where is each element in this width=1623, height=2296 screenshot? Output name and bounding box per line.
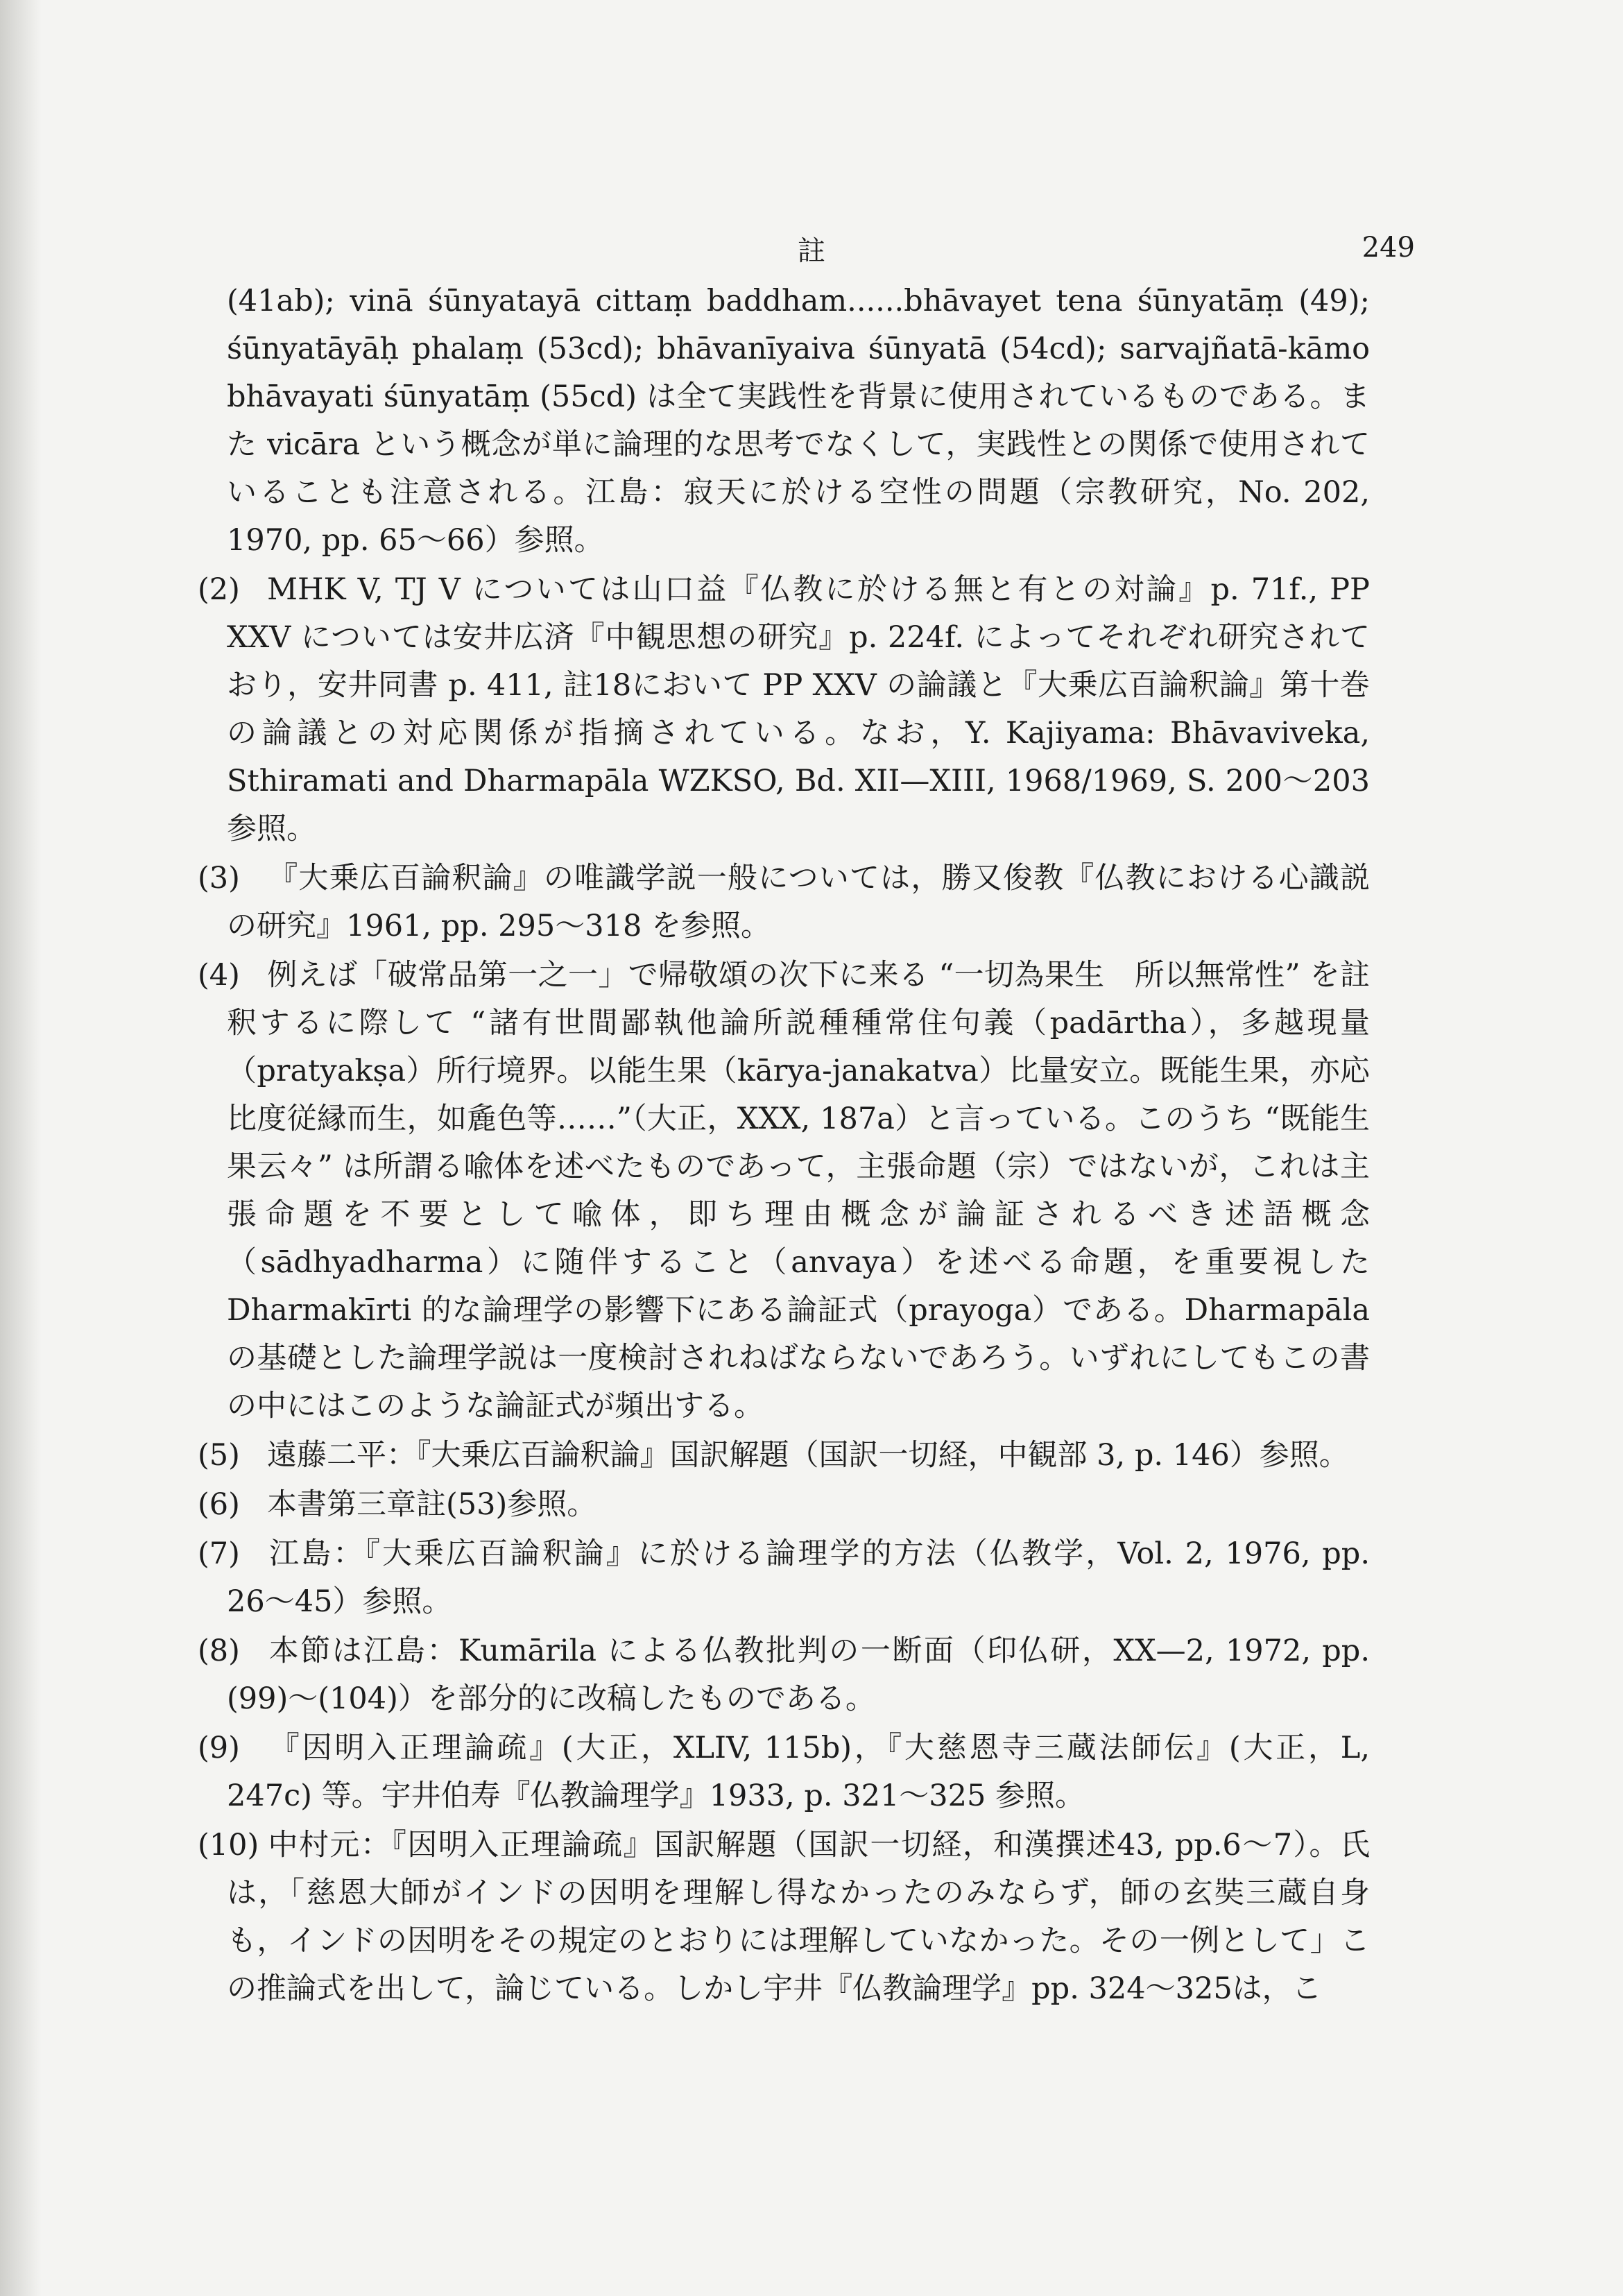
- note-text: 『大乗広百論釈論』の唯識学説一般については，勝又俊教『仏教における心識説の研究』1961, pp. 295〜318 を参照。: [227, 861, 1370, 943]
- note-number: (4): [198, 958, 240, 993]
- page-binding-shadow: [0, 0, 42, 2296]
- note-4: [198, 952, 1370, 1430]
- note-text: 『因明入正理論疏』(大正，XLIV, 115b)，『大慈恩寺三蔵法師伝』(大正，L, 247c) 等。宇井伯寿『仏教論理学』1933, p. 321〜325 参照。: [227, 1731, 1370, 1813]
- note-7: [198, 1530, 1370, 1626]
- note-10: [198, 1822, 1370, 2013]
- note-6: [198, 1481, 1370, 1529]
- note-text: 江島：『大乗広百論釈論』に於ける論理学的方法（仏教学，Vol. 2, 1976, pp. 26〜45）参照。: [227, 1536, 1370, 1619]
- note-2: [198, 566, 1370, 853]
- note-text: 中村元：『因明入正理論疏』国訳解題（国訳一切経，和漢撰述43, pp.6〜7）。氏は，「慈恩大師がインドの因明を理解し得なかったのみならず，師の玄奘三蔵自身も，インドの因明をその規定のとおりには理解していなかった。その一例として」この推論式を出して，論じている。しかし宇井『仏教論理学』pp. 324〜325は，こ: [227, 1828, 1370, 2006]
- note-number: (8): [198, 1634, 240, 1668]
- note-text: MHK V, TJ V については山口益『仏教に於ける無と有との対論』p. 71f., PP XXV については安井広済『中観思想の研究』p. 224f. によってそれぞれ研究されており，安井同書 p. 411, 註18において PP XXV の論議と『大乗広百論釈論』第十巻の論議との対応関係が指摘されている。なお，Y. Kajiyama: Bhāvaviveka, Sthiramati and Dharmapāla WZKSO, Bd. XII—XIII, 1968/1969, S. 200〜203 参照。: [227, 572, 1370, 846]
- note-text: 遠藤二平：『大乗広百論釈論』国訳解題（国訳一切経，中観部 3, p. 146）参照。: [267, 1438, 1349, 1473]
- note-number: (10): [198, 1828, 259, 1862]
- note-3: [198, 855, 1370, 950]
- page-number: 249: [1362, 232, 1415, 264]
- note-number: (6): [198, 1487, 240, 1522]
- note-number: (9): [198, 1731, 240, 1765]
- notes-section: [198, 277, 1370, 2014]
- page-header: [208, 229, 1415, 271]
- note-number: (5): [198, 1438, 240, 1473]
- header-title: 註: [798, 235, 825, 267]
- note-number: (2): [198, 572, 240, 607]
- note-continued: [198, 277, 1370, 565]
- note-text: 例えば「破常品第一之一」で帰敬頌の次下に来る “一切為果生 所以無常性” を註釈するに際して “諸有世間鄙執他論所説種種常住句義（padārtha），多越現量（pratyakṣa）所行境界。以能生果（kārya-janakatva）比量安立。既能生果，亦応比度従縁而生，如麁色等……”（大正，XXX, 187a）と言っている。このうち “既能生果云々” は所謂る喩体を述べたものであって，主張命題（宗）ではないが，これは主張命題を不要として喩体，即ち理由概念が論証されるべき述語概念（sādhyadharma）に随伴すること（anvaya）を述べる命題，を重要視した Dharmakīrti 的な論理学の影響下にある論証式（prayoga）である。Dharmapāla の基礎とした論理学説は一度検討されねばならないであろう。いずれにしてもこの書の中にはこのような論証式が頻出する。: [227, 958, 1370, 1423]
- note-text: (41ab); vinā śūnyatayā cittaṃ baddham......bhāvayet tena śūnyatāṃ (49); śūnyatāyāḥ phalaṃ (53cd); bhāvanīyaiva śūnyatā (54cd); sarvajñatā-kāmo bhāvayati śūnyatāṃ (55cd) は全て実践性を背景に使用されているものである。また vicāra という概念が単に論理的な思考でなくして，実践性との関係で使用されていることも注意される。江島：寂天に於ける空性の問題（宗教研究，No. 202, 1970, pp. 65〜66）参照。: [227, 284, 1370, 558]
- note-text: 本節は江島：Kumārila による仏教批判の一断面（印仏研，XX—2, 1972, pp. (99)〜(104)）を部分的に改稿したものである。: [227, 1634, 1370, 1716]
- note-5: [198, 1432, 1370, 1480]
- note-text: 本書第三章註(53)参照。: [267, 1487, 597, 1522]
- note-number: (3): [198, 861, 240, 896]
- note-8: [198, 1627, 1370, 1723]
- note-9: [198, 1724, 1370, 1820]
- note-number: (7): [198, 1536, 240, 1571]
